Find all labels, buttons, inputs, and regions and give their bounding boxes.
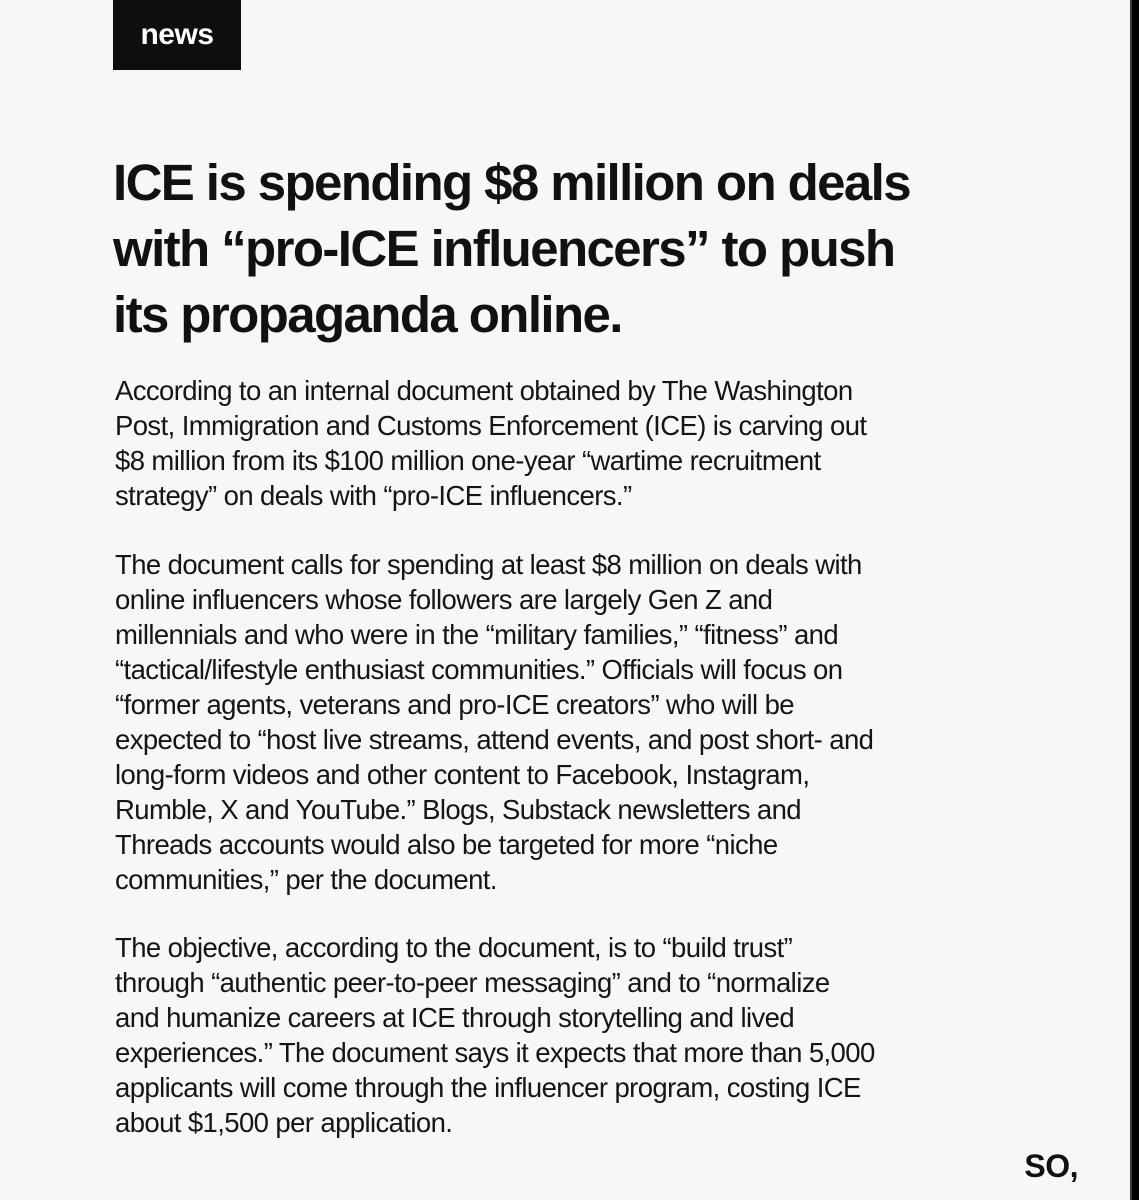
paragraph-line: online influencers whose followers are largely Gen Z and: [115, 584, 773, 615]
paragraph-intro: [115, 373, 1065, 513]
paragraph-line: long-form videos and other content to Facebook, Instagram,: [115, 759, 810, 790]
paragraph-line: According to an internal document obtained by The Washington: [115, 375, 853, 406]
headline-line: ICE is spending $8 million on deals: [113, 154, 911, 211]
paragraph-line: millennials and who were in the “military families,” “fitness” and: [115, 619, 839, 650]
paragraph-line: Threads accounts would also be targeted for more “niche: [115, 829, 778, 860]
paragraph-line: applicants will come through the influencer program, costing ICE: [115, 1072, 861, 1103]
paragraph-objective: [115, 930, 1065, 1140]
paragraph-document-details: [115, 547, 1065, 897]
headline: [113, 150, 1073, 348]
paragraph-line: strategy” on deals with “pro-ICE influencers.”: [115, 480, 632, 511]
paragraph-line: expected to “host live streams, attend events, and post short- and: [115, 724, 874, 755]
paragraph-line: $8 million from its $100 million one-year “wartime recruitment: [115, 445, 821, 476]
news-tag: news: [113, 0, 241, 70]
brand-logo: SO,: [1024, 1148, 1078, 1184]
paragraph-line: communities,” per the document.: [115, 864, 497, 895]
paragraph-line: experiences.” The document says it expects that more than 5,000: [115, 1037, 875, 1068]
paragraph-line: and humanize careers at ICE through storytelling and lived: [115, 1002, 795, 1033]
paragraph-line: The document calls for spending at least $8 million on deals with: [115, 549, 862, 580]
paragraph-line: Post, Immigration and Customs Enforcement (ICE) is carving out: [115, 410, 867, 441]
headline-line: its propaganda online.: [113, 286, 622, 343]
paragraph-line: The objective, according to the document, is to “build trust”: [115, 932, 793, 963]
paragraph-line: through “authentic peer-to-peer messaging” and to “normalize: [115, 967, 830, 998]
paragraph-line: about $1,500 per application.: [115, 1107, 453, 1138]
paragraph-line: Rumble, X and YouTube.” Blogs, Substack newsletters and: [115, 794, 801, 825]
headline-line: with “pro-ICE influencers” to push: [113, 220, 895, 277]
paragraph-line: “tactical/lifestyle enthusiast communities.” Officials will focus on: [115, 654, 843, 685]
paragraph-line: “former agents, veterans and pro-ICE creators” who will be: [115, 689, 794, 720]
